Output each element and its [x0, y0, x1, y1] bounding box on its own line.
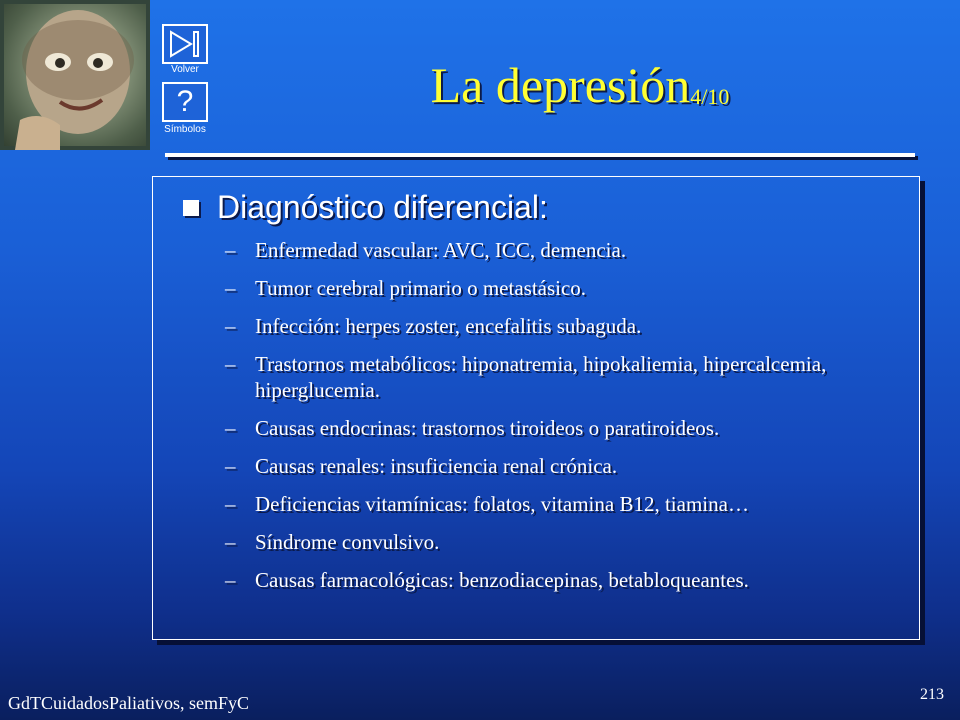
list-item [225, 453, 905, 479]
dash-marker: – [225, 238, 236, 262]
dash-marker: – [225, 568, 236, 592]
simbolos-label: Símbolos [164, 124, 206, 135]
simbolos-button[interactable] [162, 82, 208, 122]
dash-marker: – [225, 276, 236, 300]
slide-title-subscript: 4/10 [690, 84, 730, 109]
play-back-icon [167, 29, 203, 59]
content-box [152, 176, 920, 640]
list-item-text: Infección: herpes zoster, encefalitis subaguda. [255, 314, 642, 338]
bullet-list [225, 237, 905, 605]
square-bullet-icon [183, 200, 199, 216]
volver-label: Volver [171, 64, 199, 75]
list-item [225, 567, 905, 593]
list-item-text: Causas endocrinas: trastornos tiroideos o paratiroideos. [255, 416, 720, 440]
list-item [225, 491, 905, 517]
title-divider [165, 153, 915, 157]
list-item [225, 415, 905, 441]
dash-marker: – [225, 416, 236, 440]
section-heading-text: Diagnóstico diferencial: [217, 189, 548, 225]
list-item [225, 275, 905, 301]
dash-marker: – [225, 352, 236, 376]
list-item-text: Trastornos metabólicos: hiponatremia, hipokaliemia, hipercalcemia, hiperglucemia. [255, 352, 827, 402]
list-item-text: Enfermedad vascular: AVC, ICC, demencia. [255, 238, 627, 262]
footer-credit: GdTCuidadosPaliativos, semFyC [8, 693, 250, 713]
volver-button[interactable] [162, 24, 208, 64]
list-item [225, 313, 905, 339]
list-item-text: Causas farmacológicas: benzodiacepinas, betabloqueantes. [255, 568, 749, 592]
slide-title-text: La depresión [430, 57, 691, 113]
portrait-image [0, 0, 150, 150]
question-icon: ? [176, 85, 194, 118]
list-item-text: Deficiencias vitamínicas: folatos, vitamina B12, tiamina… [255, 492, 749, 516]
list-item-text: Tumor cerebral primario o metastásico. [255, 276, 587, 300]
dash-marker: – [225, 314, 236, 338]
dash-marker: – [225, 530, 236, 554]
slide-title [300, 57, 860, 113]
page-number: 213 [920, 686, 944, 703]
list-item-text: Causas renales: insuficiencia renal crónica. [255, 454, 618, 478]
dash-marker: – [225, 492, 236, 516]
list-item [225, 529, 905, 555]
section-heading [183, 189, 548, 226]
list-item-text: Síndrome convulsivo. [255, 530, 440, 554]
dash-marker: – [225, 454, 236, 478]
face-illustration [0, 0, 150, 150]
list-item [225, 351, 905, 403]
list-item [225, 237, 905, 263]
